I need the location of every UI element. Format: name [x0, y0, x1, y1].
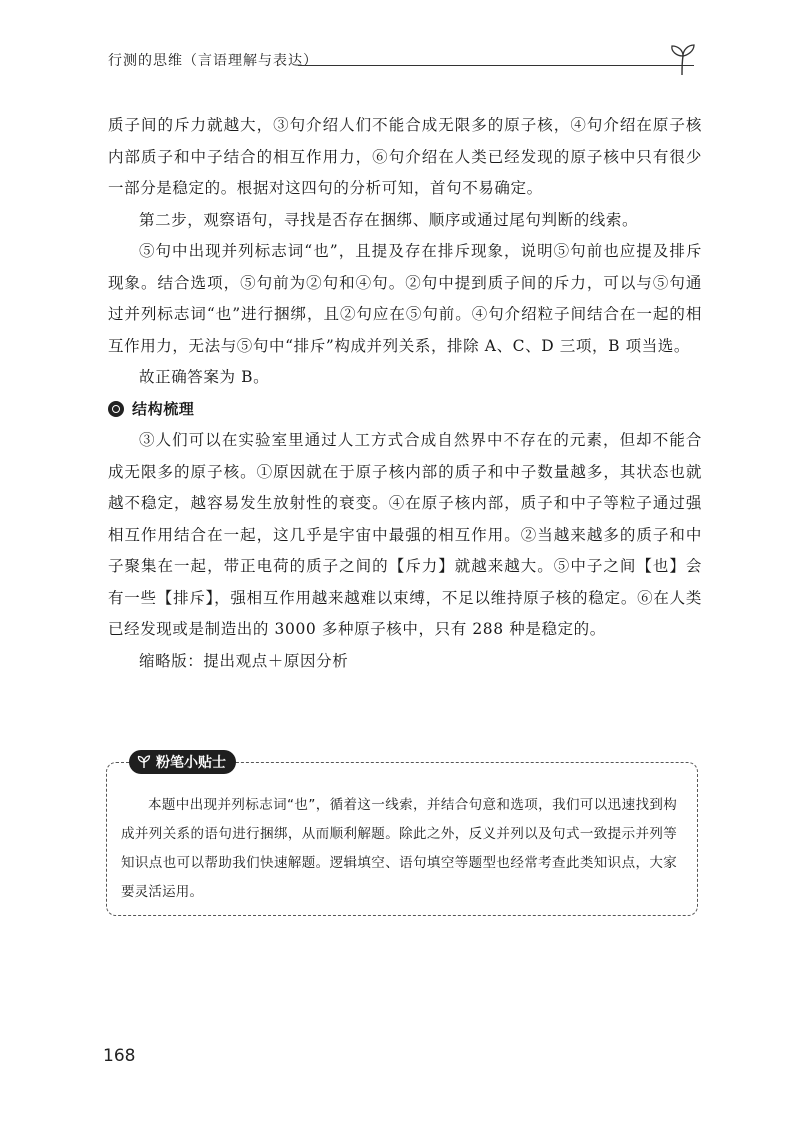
tips-title: 粉笔小贴士 — [156, 755, 226, 771]
body-paragraph: 故正确答案为 B。 — [139, 368, 270, 386]
main-content — [108, 110, 702, 677]
section-heading — [108, 394, 702, 426]
sprout-icon — [668, 42, 698, 76]
header-title: 行测的思维（言语理解与表达） — [108, 53, 318, 69]
body-paragraph: 第二步，观察语句，寻找是否存在捆绑、顺序或通过尾句判断的线索。 — [139, 210, 639, 229]
tips-paragraph: 本题中出现并列标志词“也”，循着这一线索，并结合句意和选项，我们可以迅速找到构成并列关系的语句进行捆绑，从而顺利解题。除此之外，反义并列以及句式一致提示并列等知识点也可以帮助我们快速解题。逻辑填空、语句填空等题型也经常考查此类知识点，大家要灵活运用。 — [121, 797, 677, 900]
tips-content — [121, 791, 677, 907]
sprout-icon — [137, 755, 151, 769]
body-paragraph: ⑤句中出现并列标志词“也”，且提及存在排斥现象，说明⑤句前也应提及排斥现象。结合选项，⑤句前为②句和④句。②句中提到质子间的斥力，可以与⑤句通过并列标志词“也”进行捆绑，且②句应在⑤句前。④句介绍粒子间结合在一起的相互作用力，无法与⑤句中“排斥”构成并列关系，排除 A、C、D 三项，B 项当选。 — [108, 242, 702, 355]
section-title: 结构梳理 — [132, 399, 195, 418]
running-header — [108, 50, 708, 80]
page-number: 168 — [103, 1046, 136, 1066]
body-paragraph: 质子间的斥力就越大，③句介绍人们不能合成无限多的原子核，④句介绍在原子核内部质子和中子结合的相互作用力，⑥句介绍在人类已经发现的原子核中只有很少一部分是稳定的。根据对这四句的分析可知，首句不易确定。 — [108, 116, 702, 197]
structure-paragraph: ③人们可以在实验室里通过人工方式合成自然界中不存在的元素，但却不能合成无限多的原子核。①原因就在于原子核内部的质子和中子数量越多，其状态也就越不稳定，越容易发生放射性的衰变。④在原子核内部，质子和中子等粒子通过强相互作用结合在一起，这几乎是宇宙中最强的相互作用。②当越来越多的质子和中子聚集在一起，带正电荷的质子之间的【斥力】就越来越大。⑤中子之间【也】会有一些【排斥】，强相互作用越来越难以束缚，不足以维持原子核的稳定。⑥在人类已经发现或是制造出的 3000 多种原子核中，只有 288 种是稳定的。 — [108, 431, 702, 638]
header-rule — [298, 65, 694, 66]
tips-title-badge — [129, 750, 236, 774]
tips-box — [106, 755, 698, 916]
section-badge-icon — [108, 401, 124, 417]
structure-summary: 缩略版：提出观点＋原因分析 — [139, 651, 349, 670]
